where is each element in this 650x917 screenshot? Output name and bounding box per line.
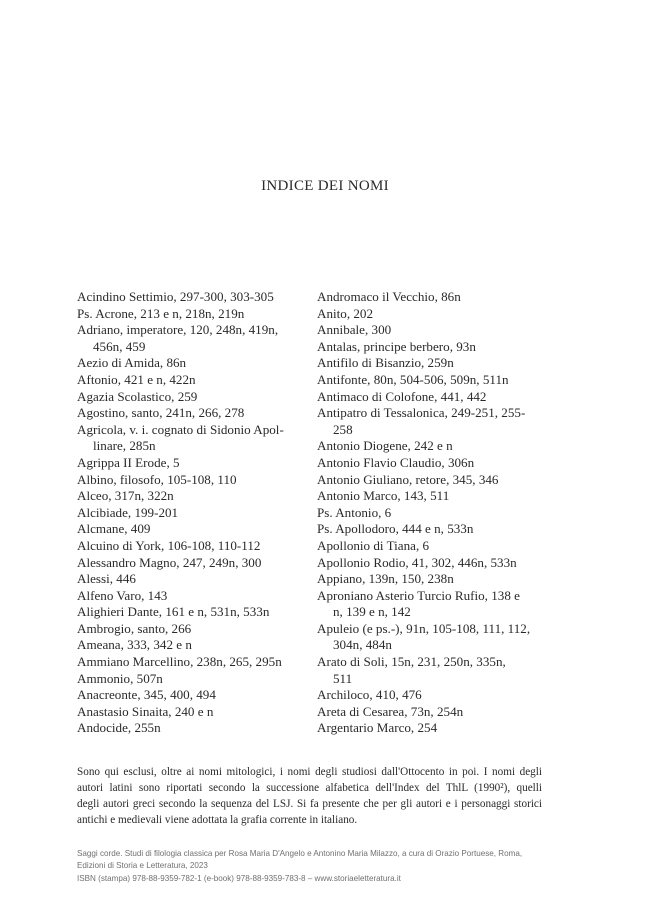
index-entry (77, 621, 309, 638)
note-line: antichi e medievali viene adottata la grafia corrente in italiano. (77, 813, 358, 826)
index-entry (317, 355, 541, 372)
index-entry (77, 588, 309, 605)
index-entry-continuation: 511 (333, 670, 353, 686)
index-entry-text: Anacreonte, 345, 400, 494 (77, 687, 216, 703)
index-entry (317, 720, 541, 737)
note-line: degli autori greci secondo la sequenza del LSJ. Si fa presente che per gli autori e i personaggi storici (77, 797, 542, 810)
index-entry-text: Alfeno Varo, 143 (77, 587, 168, 603)
index-entry (317, 505, 541, 522)
index-entry (77, 306, 309, 323)
index-entry-text: Apuleio (e ps.-), 91n, 105-108, 111, 112, (317, 620, 531, 636)
index-entry-continuation: linare, 285n (93, 438, 156, 454)
index-entry-text: Alcibiade, 199-201 (77, 504, 179, 520)
index-entry-text: Aproniano Asterio Turcio Rufio, 138 e (317, 587, 520, 603)
page-title: INDICE DEI NOMI (261, 178, 389, 194)
index-entry (317, 704, 541, 721)
index-entry-text: Ammonio, 507n (77, 670, 163, 686)
index-entry-text: Andromaco il Vecchio, 86n (317, 289, 461, 304)
index-entry-continuation: 304n, 484n (333, 637, 392, 653)
index-entry (77, 289, 309, 306)
index-entry-text: Agostino, santo, 241n, 266, 278 (77, 405, 245, 421)
index-entry (317, 322, 541, 339)
index-entry-text: Alcuino di York, 106-108, 110-112 (77, 537, 261, 553)
index-entry-text: Ambrogio, santo, 266 (77, 620, 192, 636)
index-entry-text: Antonio Giuliano, retore, 345, 346 (317, 471, 499, 487)
index-entry (77, 505, 309, 522)
index-entry (317, 438, 541, 455)
index-entry (317, 455, 541, 472)
index-entry-text: Ps. Acrone, 213 e n, 218n, 219n (77, 305, 245, 321)
index-entry (317, 588, 541, 621)
index-entry-text: Antonio Diogene, 242 e n (317, 438, 453, 454)
index-entry (77, 571, 309, 588)
index-entry (317, 521, 541, 538)
index-entry-text: Antonio Marco, 143, 511 (317, 488, 450, 504)
index-entry (317, 687, 541, 704)
index-entry (317, 571, 541, 588)
index-entry (317, 306, 541, 323)
index-entry-text: Ammiano Marcellino, 238n, 265, 295n (77, 654, 282, 670)
index-entry-text: Adriano, imperatore, 120, 248n, 419n, (77, 322, 279, 338)
index-entry-text: Alessandro Magno, 247, 249n, 300 (77, 554, 262, 570)
index-entry-text: Agricola, v. i. cognato di Sidonio Apol- (77, 421, 284, 437)
index-entry-continuation: 456n, 459 (93, 338, 146, 354)
index-entry-text: Alceo, 317n, 322n (77, 488, 174, 504)
index-entry (77, 355, 309, 372)
note-line: autori latini sono riportati secondo la successione alfabetica dell'Index del ThlL (1990²), quelli (77, 781, 542, 794)
index-entry-text: Agazia Scolastico, 259 (77, 388, 198, 404)
index-entry (77, 389, 309, 406)
index-entry (77, 604, 309, 621)
index-entry-text: Alcmane, 409 (77, 521, 151, 537)
index-entry (77, 472, 309, 489)
index-entry (317, 339, 541, 356)
index-column-right (317, 289, 541, 737)
footer-line: Edizioni di Storia e Letteratura, 2023 (77, 861, 208, 871)
index-entry-text: Acindino Settimio, 297-300, 303-305 (77, 289, 274, 304)
index-entry-text: Aftonio, 421 e n, 422n (77, 371, 196, 387)
editorial-note (77, 765, 542, 829)
index-entry (77, 555, 309, 572)
index-entry-text: Antonio Flavio Claudio, 306n (317, 454, 475, 470)
index-entry-text: Ameana, 333, 342 e n (77, 637, 192, 653)
index-entry (317, 555, 541, 572)
index-entry-text: Archiloco, 410, 476 (317, 687, 422, 703)
index-entry (77, 637, 309, 654)
index-entry-text: Antifilo di Bisanzio, 259n (317, 355, 454, 371)
index-entry-text: Antipatro di Tessalonica, 249-251, 255- (317, 405, 526, 421)
index-entry (77, 720, 309, 737)
index-entry-continuation: n, 139 e n, 142 (333, 604, 411, 620)
publication-footer (77, 848, 542, 885)
index-entry (317, 405, 541, 438)
index-entry (77, 687, 309, 704)
index-entry-continuation: 258 (333, 421, 353, 437)
index-column-left (77, 289, 309, 737)
index-entry-text: Alighieri Dante, 161 e n, 531n, 533n (77, 604, 270, 620)
index-entry-text: Albino, filosofo, 105-108, 110 (77, 471, 237, 487)
index-entry-text: Appiano, 139n, 150, 238n (317, 571, 454, 587)
index-entry (77, 322, 309, 355)
index-entry (77, 455, 309, 472)
index-entry (77, 405, 309, 422)
index-entry (77, 704, 309, 721)
index-entry-text: Antimaco di Colofone, 441, 442 (317, 388, 487, 404)
index-entry-text: Areta di Cesarea, 73n, 254n (317, 703, 464, 719)
index-entry-text: Apollonio di Tiana, 6 (317, 537, 430, 553)
index-entry (77, 538, 309, 555)
footer-line: Saggi corde. Studi di filologia classica per Rosa Maria D'Angelo e Antonino Maria Milazzo, a cura di Orazio Portuese, Roma, (77, 849, 523, 858)
index-entry-text: Apollonio Rodio, 41, 302, 446n, 533n (317, 554, 517, 570)
index-entry (317, 472, 541, 489)
index-entry-text: Alessi, 446 (77, 571, 136, 587)
index-entry (77, 521, 309, 538)
index-entry-text: Arato di Soli, 15n, 231, 250n, 335n, (317, 654, 506, 670)
index-entry-text: Antalas, principe berbero, 93n (317, 338, 476, 354)
index-entry (317, 654, 541, 687)
index-entry (317, 389, 541, 406)
index-entry-text: Anito, 202 (317, 305, 374, 321)
index-entry-text: Annibale, 300 (317, 322, 392, 338)
index-entry (317, 372, 541, 389)
index-entry-text: Ps. Antonio, 6 (317, 504, 392, 520)
index-entry-text: Ps. Apollodoro, 444 e n, 533n (317, 521, 474, 537)
footer-line: ISBN (stampa) 978-88-9359-782-1 (e-book) 978-88-9359-783-8 – www.storiaeletteratura.it (77, 873, 401, 883)
index-entry-text: Antifonte, 80n, 504-506, 509n, 511n (317, 371, 509, 387)
index-entry (77, 671, 309, 688)
index-entry-text: Argentario Marco, 254 (317, 720, 438, 736)
index-entry-text: Andocide, 255n (77, 720, 161, 736)
index-entry-text: Aezio di Amida, 86n (77, 355, 187, 371)
index-entry (317, 621, 541, 654)
index-entry (317, 289, 541, 306)
index-entry-text: Anastasio Sinaita, 240 e n (77, 703, 214, 719)
index-entry (317, 488, 541, 505)
index-entry (77, 422, 309, 455)
index-entry (317, 538, 541, 555)
index-entry-text: Agrippa II Erode, 5 (77, 454, 180, 470)
index-entry (77, 488, 309, 505)
index-entry (77, 372, 309, 389)
note-line: Sono qui esclusi, oltre ai nomi mitologici, i nomi degli studiosi dall'Ottocento in poi. I nomi degli (77, 766, 542, 778)
index-entry (77, 654, 309, 671)
